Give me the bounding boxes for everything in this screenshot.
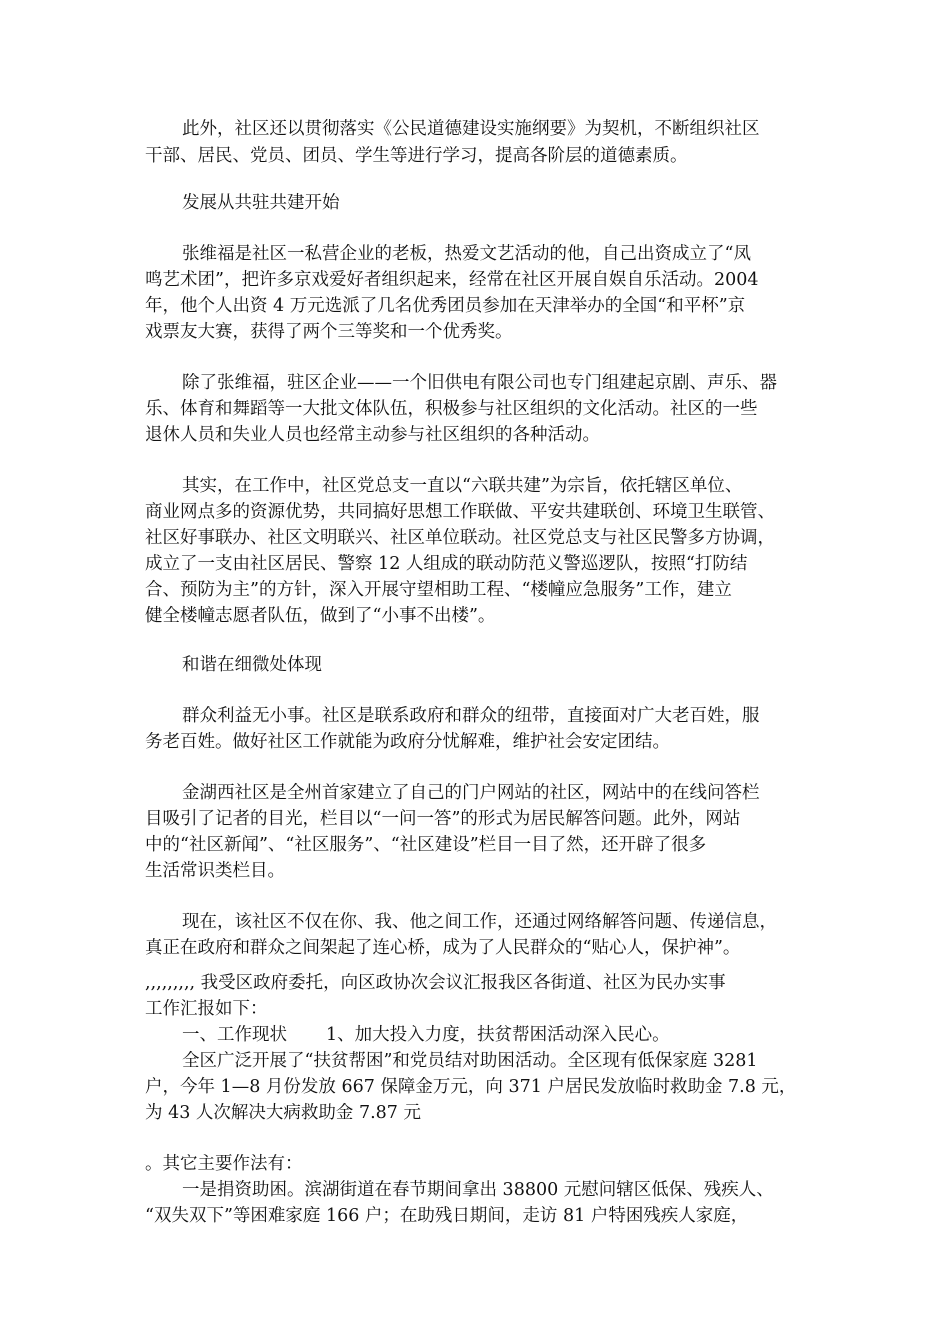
para-2-line-1: 张维福是社区一私营企业的老板，热爱文艺活动的他，自己出资成立了“凤 <box>182 244 751 264</box>
para-7-line-2: 真正在政府和群众之间架起了连心桥，成为了人民群众的“贴心人，保护神”。 <box>145 938 741 958</box>
heading-2: 和谐在细微处体现 <box>182 655 322 675</box>
report-line-2: 工作汇报如下： <box>145 999 268 1019</box>
para-2-line-3: 年，他个人出资 4 万元选派了几名优秀团员参加在天津举办的全国“和平杯”京 <box>145 296 746 316</box>
report-line-5: 户，今年 1—8 月份发放 667 保障金万元，向 371 户居民发放临时救助金 7.8 元， <box>145 1077 797 1097</box>
para-3-line-3: 退休人员和失业人员也经常主动参与社区组织的各种活动。 <box>145 425 600 445</box>
para-2-line-4: 戏票友大赛，获得了两个三等奖和一个优秀奖。 <box>145 322 513 342</box>
report-line-3: 一、工作现状 1、加大投入力度，扶贫帮困活动深入民心。 <box>182 1025 670 1045</box>
para-6-line-2: 目吸引了记者的目光，栏目以“一问一答”的形式为居民解答问题。此外，网站 <box>145 809 741 829</box>
para-4-line-3: 社区好事联办、社区文明联兴、社区单位联动。社区党总支与社区民警多方协调， <box>145 528 775 548</box>
para-6-line-1: 金湖西社区是全州首家建立了自己的门户网站的社区，网站中的在线问答栏 <box>182 783 760 803</box>
para-4-line-1: 其实，在工作中，社区党总支一直以“六联共建”为宗旨，依托辖区单位、 <box>182 476 743 496</box>
para-4-line-2: 商业网点多的资源优势，共同搞好思想工作联做、平安共建联创、环境卫生联管、 <box>145 502 775 522</box>
para-1-line-2: 干部、居民、党员、团员、学生等进行学习，提高各阶层的道德素质。 <box>145 146 688 166</box>
report-line-8: 一是捐资助困。滨湖街道在春节期间拿出 38800 元慰问辖区低保、残疾人、 <box>182 1180 774 1200</box>
para-5-line-2: 务老百姓。做好社区工作就能为政府分忧解难，维护社会安定团结。 <box>145 732 670 752</box>
para-6-line-4: 生活常识类栏目。 <box>145 861 285 881</box>
para-4-line-4: 成立了一支由社区居民、警察 12 人组成的联动防范义警巡逻队，按照“打防结 <box>145 554 748 574</box>
para-4-line-6: 健全楼幢志愿者队伍，做到了“小事不出楼”。 <box>145 606 496 626</box>
report-line-7: 。其它主要作法有： <box>145 1154 303 1174</box>
report-line-4: 全区广泛开展了“扶贫帮困”和党员结对助困活动。全区现有低保家庭 3281 <box>182 1051 758 1071</box>
report-line-1: ,,,,,,,,, 我受区政府委托，向区政协次会议汇报我区各街道、社区为民办实事 <box>145 973 726 993</box>
para-4-line-5: 合、预防为主”的方针，深入开展守望相助工程、“楼幢应急服务”工作，建立 <box>145 580 732 600</box>
para-7-line-1: 现在，该社区不仅在你、我、他之间工作，还通过网络解答问题、传递信息， <box>182 912 777 932</box>
para-6-line-3: 中的“社区新闻”、“社区服务”、“社区建设”栏目一目了然，还开辟了很多 <box>145 835 707 855</box>
report-line-6: 为 43 人次解决大病救助金 7.87 元 <box>145 1103 421 1123</box>
para-3-line-2: 乐、体育和舞蹈等一大批文体队伍，积极参与社区组织的文化活动。社区的一些 <box>145 399 758 419</box>
para-3-line-1: 除了张维福，驻区企业——一个旧供电有限公司也专门组建起京剧、声乐、器 <box>182 373 777 393</box>
para-5-line-1: 群众利益无小事。社区是联系政府和群众的纽带，直接面对广大老百姓，服 <box>182 706 760 726</box>
para-1-line-1: 此外，社区还以贯彻落实《公民道德建设实施纲要》为契机，不断组织社区 <box>182 119 760 139</box>
heading-1: 发展从共驻共建开始 <box>182 193 340 213</box>
para-2-line-2: 鸣艺术团”，把许多京戏爱好者组织起来，经常在社区开展自娱自乐活动。2004 <box>145 270 759 290</box>
report-line-9: “双失双下”等困难家庭 166 户；在助残日期间，走访 81 户特困残疾人家庭， <box>145 1206 749 1226</box>
